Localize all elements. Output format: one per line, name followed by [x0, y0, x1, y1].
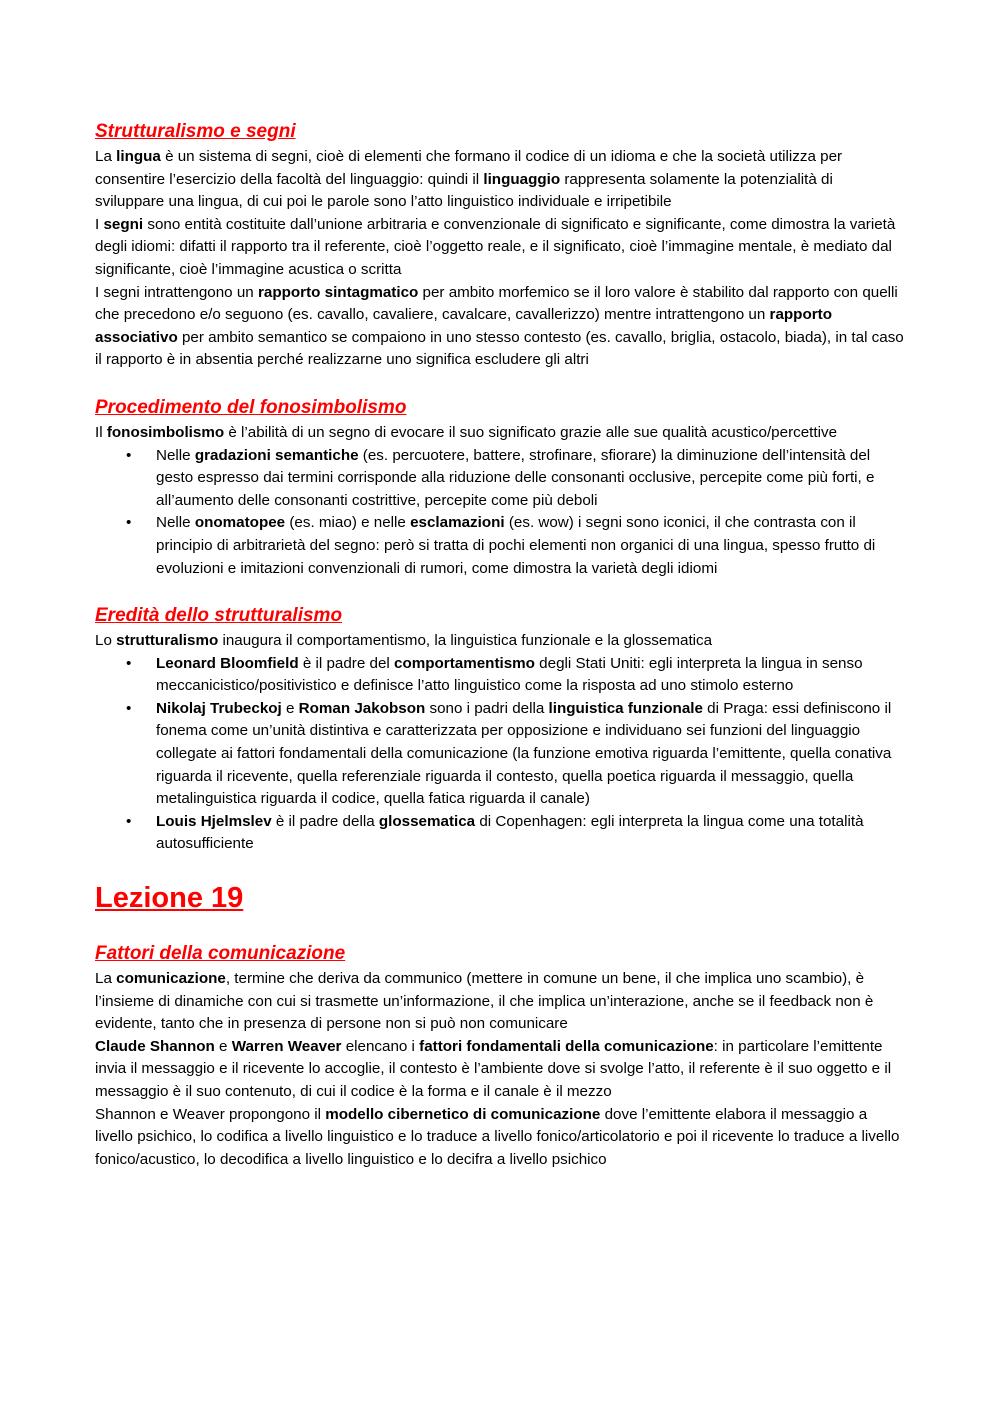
paragraph: I segni intrattengono un rapporto sintagmatico per ambito morfemico se il loro valore è stabilito dal rapporto con quelli che precedono e/o seguono (es. cavallo, cavaliere, cavalcare, cavallerizzo) mentre intrattengono un rapporto associativo per ambito semantico se compaiono in uno stesso contesto (es. cavallo, briglia, ostacolo, biada), in tal caso il rapporto è in absentia perché realizzarne uno significa escludere gli altri: [95, 283, 904, 369]
list-item: • Louis Hjelmslev è il padre della glossematica di Copenhagen: egli interpreta la lingua come una totalità autosufficiente: [156, 811, 905, 856]
document-page: [95, 118, 905, 1171]
bullet-list: [95, 445, 905, 581]
paragraph: Claude Shannon e Warren Weaver elencano i fattori fondamentali della comunicazione: in particolare l’emittente invia il messaggio e il ricevente lo accoglie, il contesto è l’ambiente dove si svolge l’atto, il referente è il suo oggetto e il messaggio è il suo contenuto, di cui il codice è la forma e il canale è il mezzo: [95, 1037, 892, 1100]
list-item: • Nelle onomatopee (es. miao) e nelle esclamazioni (es. wow) i segni sono iconici, il che contrasta con il principio di arbitrarietà del segno: però si tratta di pochi elementi non organici di una lingua, spesso frutto di evoluzioni e imitazioni convenzionali di rumori, come dimostra la varietà degli idiomi: [156, 512, 905, 580]
paragraph: La lingua è un sistema di segni, cioè di elementi che formano il codice di un idioma e che la società utilizza per consentire l’esercizio della facoltà del linguaggio: quindi il linguaggio rappresenta solamente la potenzialità di sviluppare una lingua, di cui poi le parole sono l’atto linguistico individuale e irripetibile: [95, 148, 843, 211]
lesson-title: Lezione 19: [95, 882, 244, 915]
section-heading: Eredità dello strutturalismo: [95, 605, 343, 627]
paragraph: Il fonosimbolismo è l’abilità di un segno di evocare il suo significato grazie alle sue qualità acustico/percettive: [95, 423, 838, 441]
section-heading: Strutturalismo e segni: [95, 121, 296, 142]
paragraph: La comunicazione, termine che deriva da communico (mettere in comune un bene, il che implica uno scambio), è l’insieme di dinamiche con cui si trasmette un’informazione, il che implica un’interazione, anche se il feedback non è evidente, tanto che in presenza di persone non si può non comunicare: [95, 970, 874, 1033]
paragraph: I segni sono entità costituite dall’unione arbitraria e convenzionale di significato e significante, come dimostra la varietà degli idiomi: difatti il rapporto tra il referente, cioè l’oggetto reale, e il significato, cioè l’immagine mentale, è mediato dal significante, cioè l’immagine acustica o scritta: [95, 215, 896, 278]
paragraph: Lo strutturalismo inaugura il comportamentismo, la linguistica funzionale e la glossematica: [95, 632, 713, 650]
section-heading: Fattori della comunicazione: [95, 943, 346, 965]
list-item: • Nikolaj Trubeckoj e Roman Jakobson sono i padri della linguistica funzionale di Praga: essi definiscono il fonema come un’unità distintiva e caratterizzata per opposizione e individuano sei funzioni del linguaggio collegate ai fattori fondamentali della comunicazione (la funzione emotiva riguarda l’emittente, quella conativa riguarda il ricevente, quella referenziale riguarda il contesto, quella poetica riguarda il messaggio, quella metalinguistica riguarda il codice, quella fatica riguarda il canale): [156, 698, 905, 811]
bullet-list: [95, 653, 905, 856]
section-heading: Procedimento del fonosimbolismo: [95, 396, 407, 418]
list-item: • Leonard Bloomfield è il padre del comportamentismo degli Stati Uniti: egli interpreta la lingua in senso meccanicistico/positivistico e definisce l’atto linguistico come la risposta ad uno stimolo esterno: [156, 653, 905, 698]
paragraph: Shannon e Weaver propongono il modello cibernetico di comunicazione dove l’emittente elabora il messaggio a livello psichico, lo codifica a livello linguistico e lo traduce a livello fonico/articolatorio e poi il ricevente lo traduce a livello fonico/acustico, lo decodifica a livello linguistico e lo decifra a livello psichico: [95, 1105, 900, 1168]
list-item: • Nelle gradazioni semantiche (es. percuotere, battere, strofinare, sfiorare) la diminuzione dell’intensità del gesto espresso dai termini corrisponde alla riduzione delle consonanti occlusive, percepite come più forti, e all’aumento delle consonanti costrittive, percepite come più deboli: [156, 445, 905, 513]
